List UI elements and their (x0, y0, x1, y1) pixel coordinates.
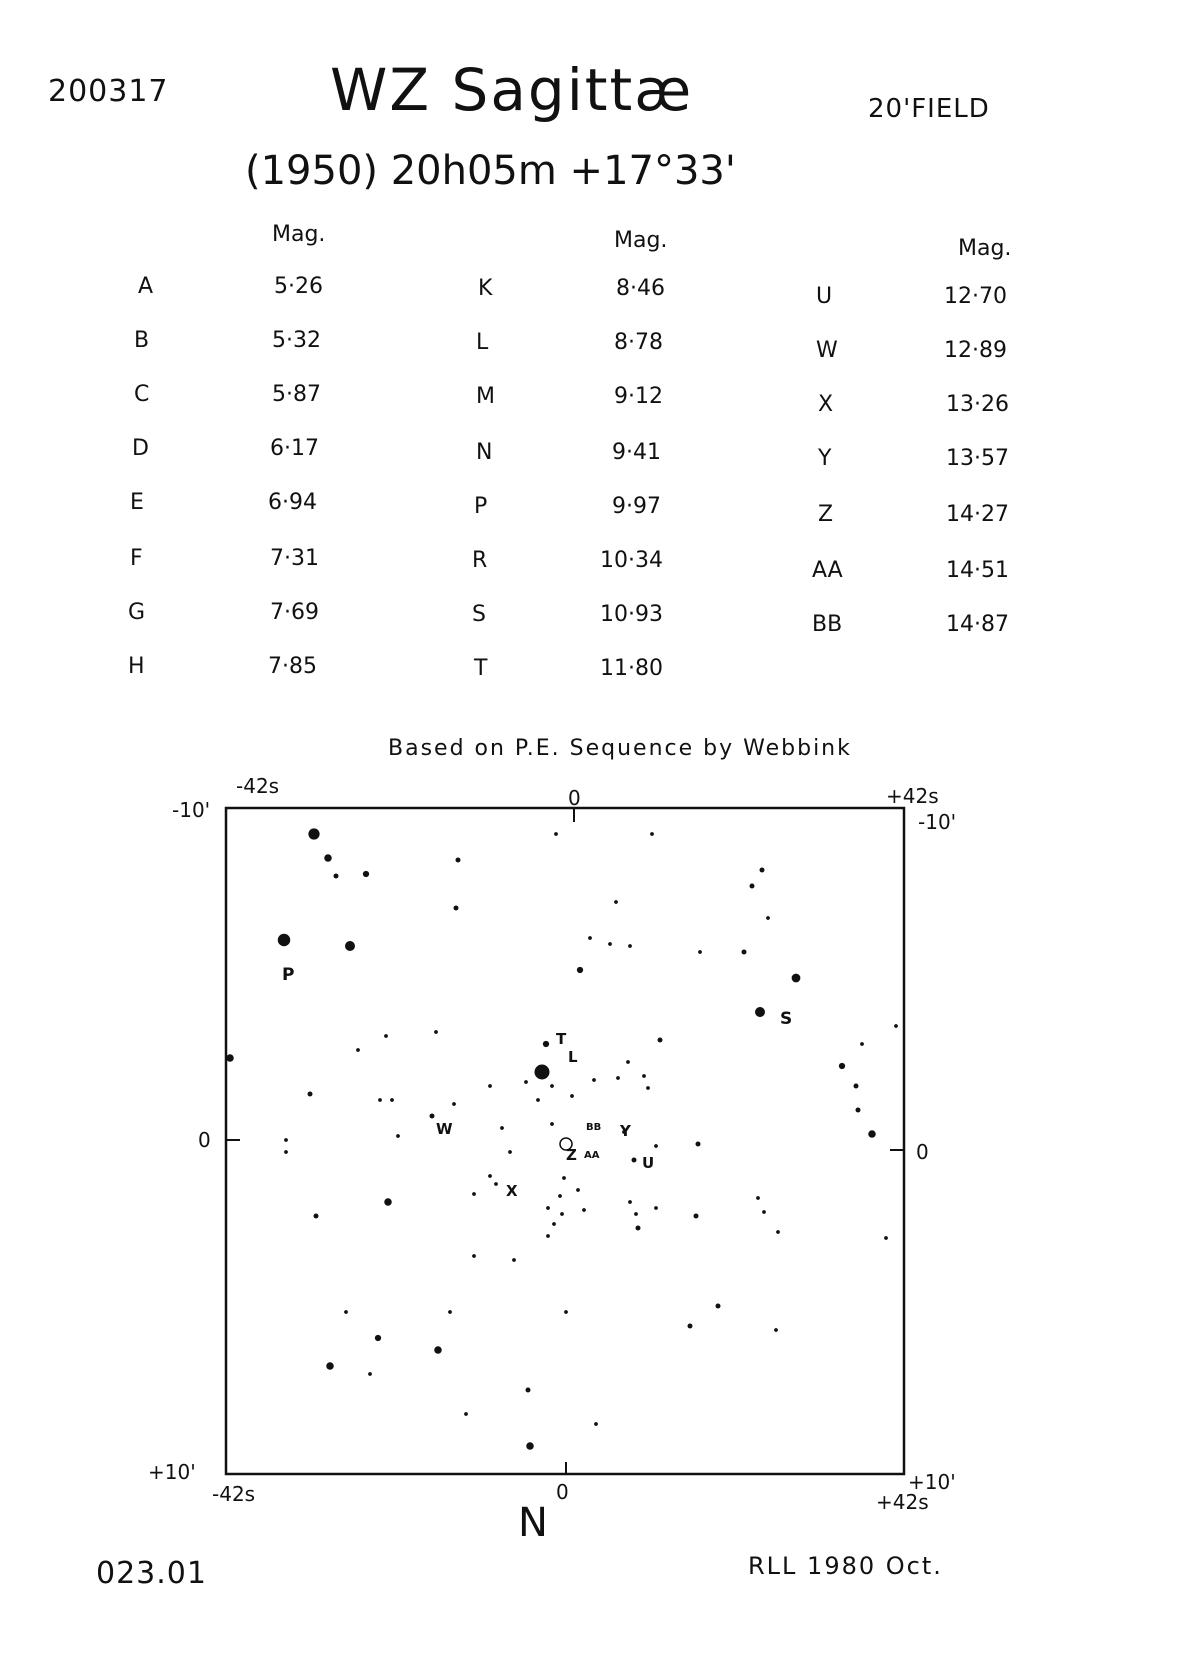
star-dot (755, 1007, 765, 1017)
star-dot (512, 1258, 516, 1262)
star-dot (646, 1086, 650, 1090)
chart-id: 200317 (48, 74, 169, 109)
axis-left-mid: 0 (198, 1128, 211, 1152)
north-indicator: N (518, 1500, 548, 1546)
seq-label: X (818, 392, 834, 417)
seq-mag: 14·51 (946, 558, 1009, 583)
star-dot (344, 1310, 348, 1314)
star-dot (839, 1063, 845, 1069)
star-dot (508, 1150, 512, 1154)
star-dot (456, 858, 461, 863)
star-dot (894, 1024, 898, 1028)
star-dot (742, 950, 747, 955)
star-dot (582, 1208, 586, 1212)
seq-label: D (132, 436, 149, 461)
star-dot (762, 1210, 766, 1214)
star-dot (588, 936, 592, 940)
seq-mag: 6·17 (270, 436, 319, 461)
star-dot (454, 906, 459, 911)
star-dot (650, 832, 654, 836)
star-label-y: Y (620, 1122, 631, 1140)
star-dot (546, 1206, 550, 1210)
star-dot (654, 1206, 658, 1210)
seq-mag: 5·26 (274, 274, 323, 299)
star-dot (577, 967, 583, 973)
star-dot (390, 1098, 394, 1102)
star-dot (564, 1310, 568, 1314)
seq-mag: 7·85 (268, 654, 317, 679)
star-dot (326, 1362, 334, 1370)
seq-label: Y (818, 446, 832, 471)
seq-mag: 8·46 (616, 276, 665, 301)
star-dot (472, 1254, 476, 1258)
star-dot (628, 944, 632, 948)
star-dot (226, 1054, 234, 1062)
star-dot (562, 1176, 566, 1180)
star-dot (363, 871, 369, 877)
seq-label: BB (812, 612, 843, 637)
star-dot (688, 1324, 693, 1329)
axis-top-left-ra: -42s (236, 774, 280, 798)
star-label-w: W (436, 1120, 453, 1138)
seq-label: B (134, 328, 150, 353)
seq-label: W (816, 338, 838, 363)
star-dot (396, 1134, 400, 1138)
star-dot (546, 1234, 550, 1238)
axis-bottom-right-ra: +42s (876, 1490, 929, 1514)
axis-bottom-left-dec: +10' (148, 1460, 196, 1484)
star-dot (696, 1142, 701, 1147)
seq-mag: 14·87 (946, 612, 1009, 637)
axis-bottom-center: 0 (556, 1480, 569, 1504)
star-dot (308, 828, 319, 839)
star-dot (642, 1074, 646, 1078)
star-dot (856, 1108, 861, 1113)
chart-title: WZ Sagittæ (330, 56, 694, 124)
star-label-l: L (568, 1048, 578, 1066)
seq-mag: 11·80 (600, 656, 663, 681)
star-label-x: X (506, 1182, 518, 1200)
chart-number: 023.01 (96, 1556, 207, 1591)
star-dot (654, 1144, 658, 1148)
star-dot (430, 1114, 435, 1119)
seq-mag: 5·87 (272, 382, 321, 407)
star-dot (345, 941, 355, 951)
star-dot (324, 854, 332, 862)
star-dot (314, 1214, 319, 1219)
axis-top-center: 0 (568, 786, 581, 810)
star-dot (452, 1102, 456, 1106)
star-dot (526, 1442, 534, 1450)
star-dot (636, 1226, 641, 1231)
star-dot (750, 884, 755, 889)
star-dot (792, 974, 801, 983)
seq-mag: 10·93 (600, 602, 663, 627)
star-dot (860, 1042, 864, 1046)
star-dot (594, 1422, 598, 1426)
star-dot (854, 1084, 859, 1089)
star-dot (368, 1372, 372, 1376)
seq-mag: 13·26 (946, 392, 1009, 417)
seq-mag: 9·12 (614, 384, 663, 409)
star-dot (716, 1304, 721, 1309)
star-dot (488, 1084, 492, 1088)
star-dot (592, 1078, 596, 1082)
star-dot (774, 1328, 778, 1332)
mag-heading-1: Mag. (272, 222, 326, 247)
star-dot (550, 1122, 554, 1126)
star-dot (658, 1038, 663, 1043)
star-dot (526, 1388, 531, 1393)
star-dot (576, 1188, 580, 1192)
star-dot (334, 874, 339, 879)
star-dot (570, 1094, 574, 1098)
star-dot (284, 1138, 288, 1142)
star-label-bb: BB (586, 1122, 602, 1133)
seq-mag: 10·34 (600, 548, 663, 573)
coordinates: (1950) 20h05m +17°33' (245, 148, 736, 194)
star-dot (608, 942, 612, 946)
star-dot (524, 1080, 528, 1084)
star-dot (488, 1174, 492, 1178)
star-dot (500, 1126, 504, 1130)
star-dot (698, 950, 702, 954)
seq-label: E (130, 490, 144, 515)
star-dot (308, 1092, 313, 1097)
seq-mag: 8·78 (614, 330, 663, 355)
seq-mag: 7·31 (270, 546, 319, 571)
seq-label: M (476, 384, 495, 409)
seq-mag: 12·89 (944, 338, 1007, 363)
seq-mag: 12·70 (944, 284, 1007, 309)
star-dot (554, 832, 558, 836)
seq-mag: 9·97 (612, 494, 661, 519)
star-label-aa: AA (584, 1150, 600, 1161)
star-label-u: U (642, 1154, 655, 1172)
star-labels (282, 965, 792, 1200)
seq-mag: 5·32 (272, 328, 321, 353)
star-dot (494, 1182, 498, 1186)
star-dot (384, 1198, 392, 1206)
star-dot (535, 1065, 550, 1080)
axis-bottom-left-ra: -42s (212, 1482, 256, 1506)
star-dot (434, 1346, 442, 1354)
credit-line: Based on P.E. Sequence by Webbink (388, 736, 852, 761)
chart-frame (226, 808, 904, 1474)
star-dot (434, 1030, 438, 1034)
seq-label: S (472, 602, 486, 627)
seq-mag: 6·94 (268, 490, 317, 515)
seq-label: C (134, 382, 150, 407)
star-label-z: Z (566, 1146, 577, 1164)
star-dot (884, 1236, 888, 1240)
star-dot (472, 1192, 476, 1196)
star-dot (616, 1076, 620, 1080)
seq-label: L (476, 330, 489, 355)
axis-right-top-dec: -10' (918, 810, 957, 834)
star-dot (632, 1158, 637, 1163)
star-label-t: T (556, 1030, 567, 1048)
star-dot (278, 934, 291, 947)
seq-mag: 7·69 (270, 600, 319, 625)
seq-label: A (138, 274, 154, 299)
star-dot (766, 916, 770, 920)
star-dot (536, 1098, 540, 1102)
mag-heading-3: Mag. (958, 236, 1012, 261)
seq-mag: 14·27 (946, 502, 1009, 527)
seq-mag: 13·57 (946, 446, 1009, 471)
star-dot (634, 1212, 638, 1216)
seq-label: R (472, 548, 488, 573)
star-dot (384, 1034, 388, 1038)
seq-label: N (476, 440, 493, 465)
star-dot (356, 1048, 360, 1052)
star-dot (543, 1041, 549, 1047)
seq-label: U (816, 284, 833, 309)
star-dot (378, 1098, 382, 1102)
star-dot (626, 1060, 630, 1064)
axis-top-right-ra: +42s (886, 784, 939, 808)
star-dot (552, 1222, 556, 1226)
star-dot (375, 1335, 381, 1341)
seq-label: P (474, 494, 488, 519)
seq-label: Z (818, 502, 834, 527)
author-date: RLL 1980 Oct. (748, 1552, 943, 1580)
axis-bottom-right-dec: +10' (908, 1470, 956, 1494)
star-dot (558, 1194, 562, 1198)
star-label-s: S (780, 1009, 793, 1029)
star-dot (694, 1214, 699, 1219)
axis-left-top-dec: -10' (172, 798, 211, 822)
star-dot (756, 1196, 760, 1200)
axis-right-mid: 0 (916, 1140, 929, 1164)
star-dot (464, 1412, 468, 1416)
seq-label: T (474, 656, 488, 681)
star-dot (868, 1130, 876, 1138)
seq-mag: 9·41 (612, 440, 661, 465)
star-dot (760, 868, 765, 873)
seq-label: K (478, 276, 493, 301)
star-dot (614, 900, 618, 904)
seq-label: H (128, 654, 145, 679)
star-dot (284, 1150, 288, 1154)
star-dot (550, 1084, 554, 1088)
star-dot (448, 1310, 452, 1314)
mag-heading-2: Mag. (614, 228, 668, 253)
seq-label: G (128, 600, 146, 625)
star-dot (776, 1230, 780, 1234)
seq-label: AA (812, 558, 843, 583)
star-dot (560, 1212, 564, 1216)
field-size: 20'FIELD (868, 94, 990, 124)
seq-label: F (130, 546, 143, 571)
star-label-p: P (282, 965, 295, 985)
star-dot (628, 1200, 632, 1204)
